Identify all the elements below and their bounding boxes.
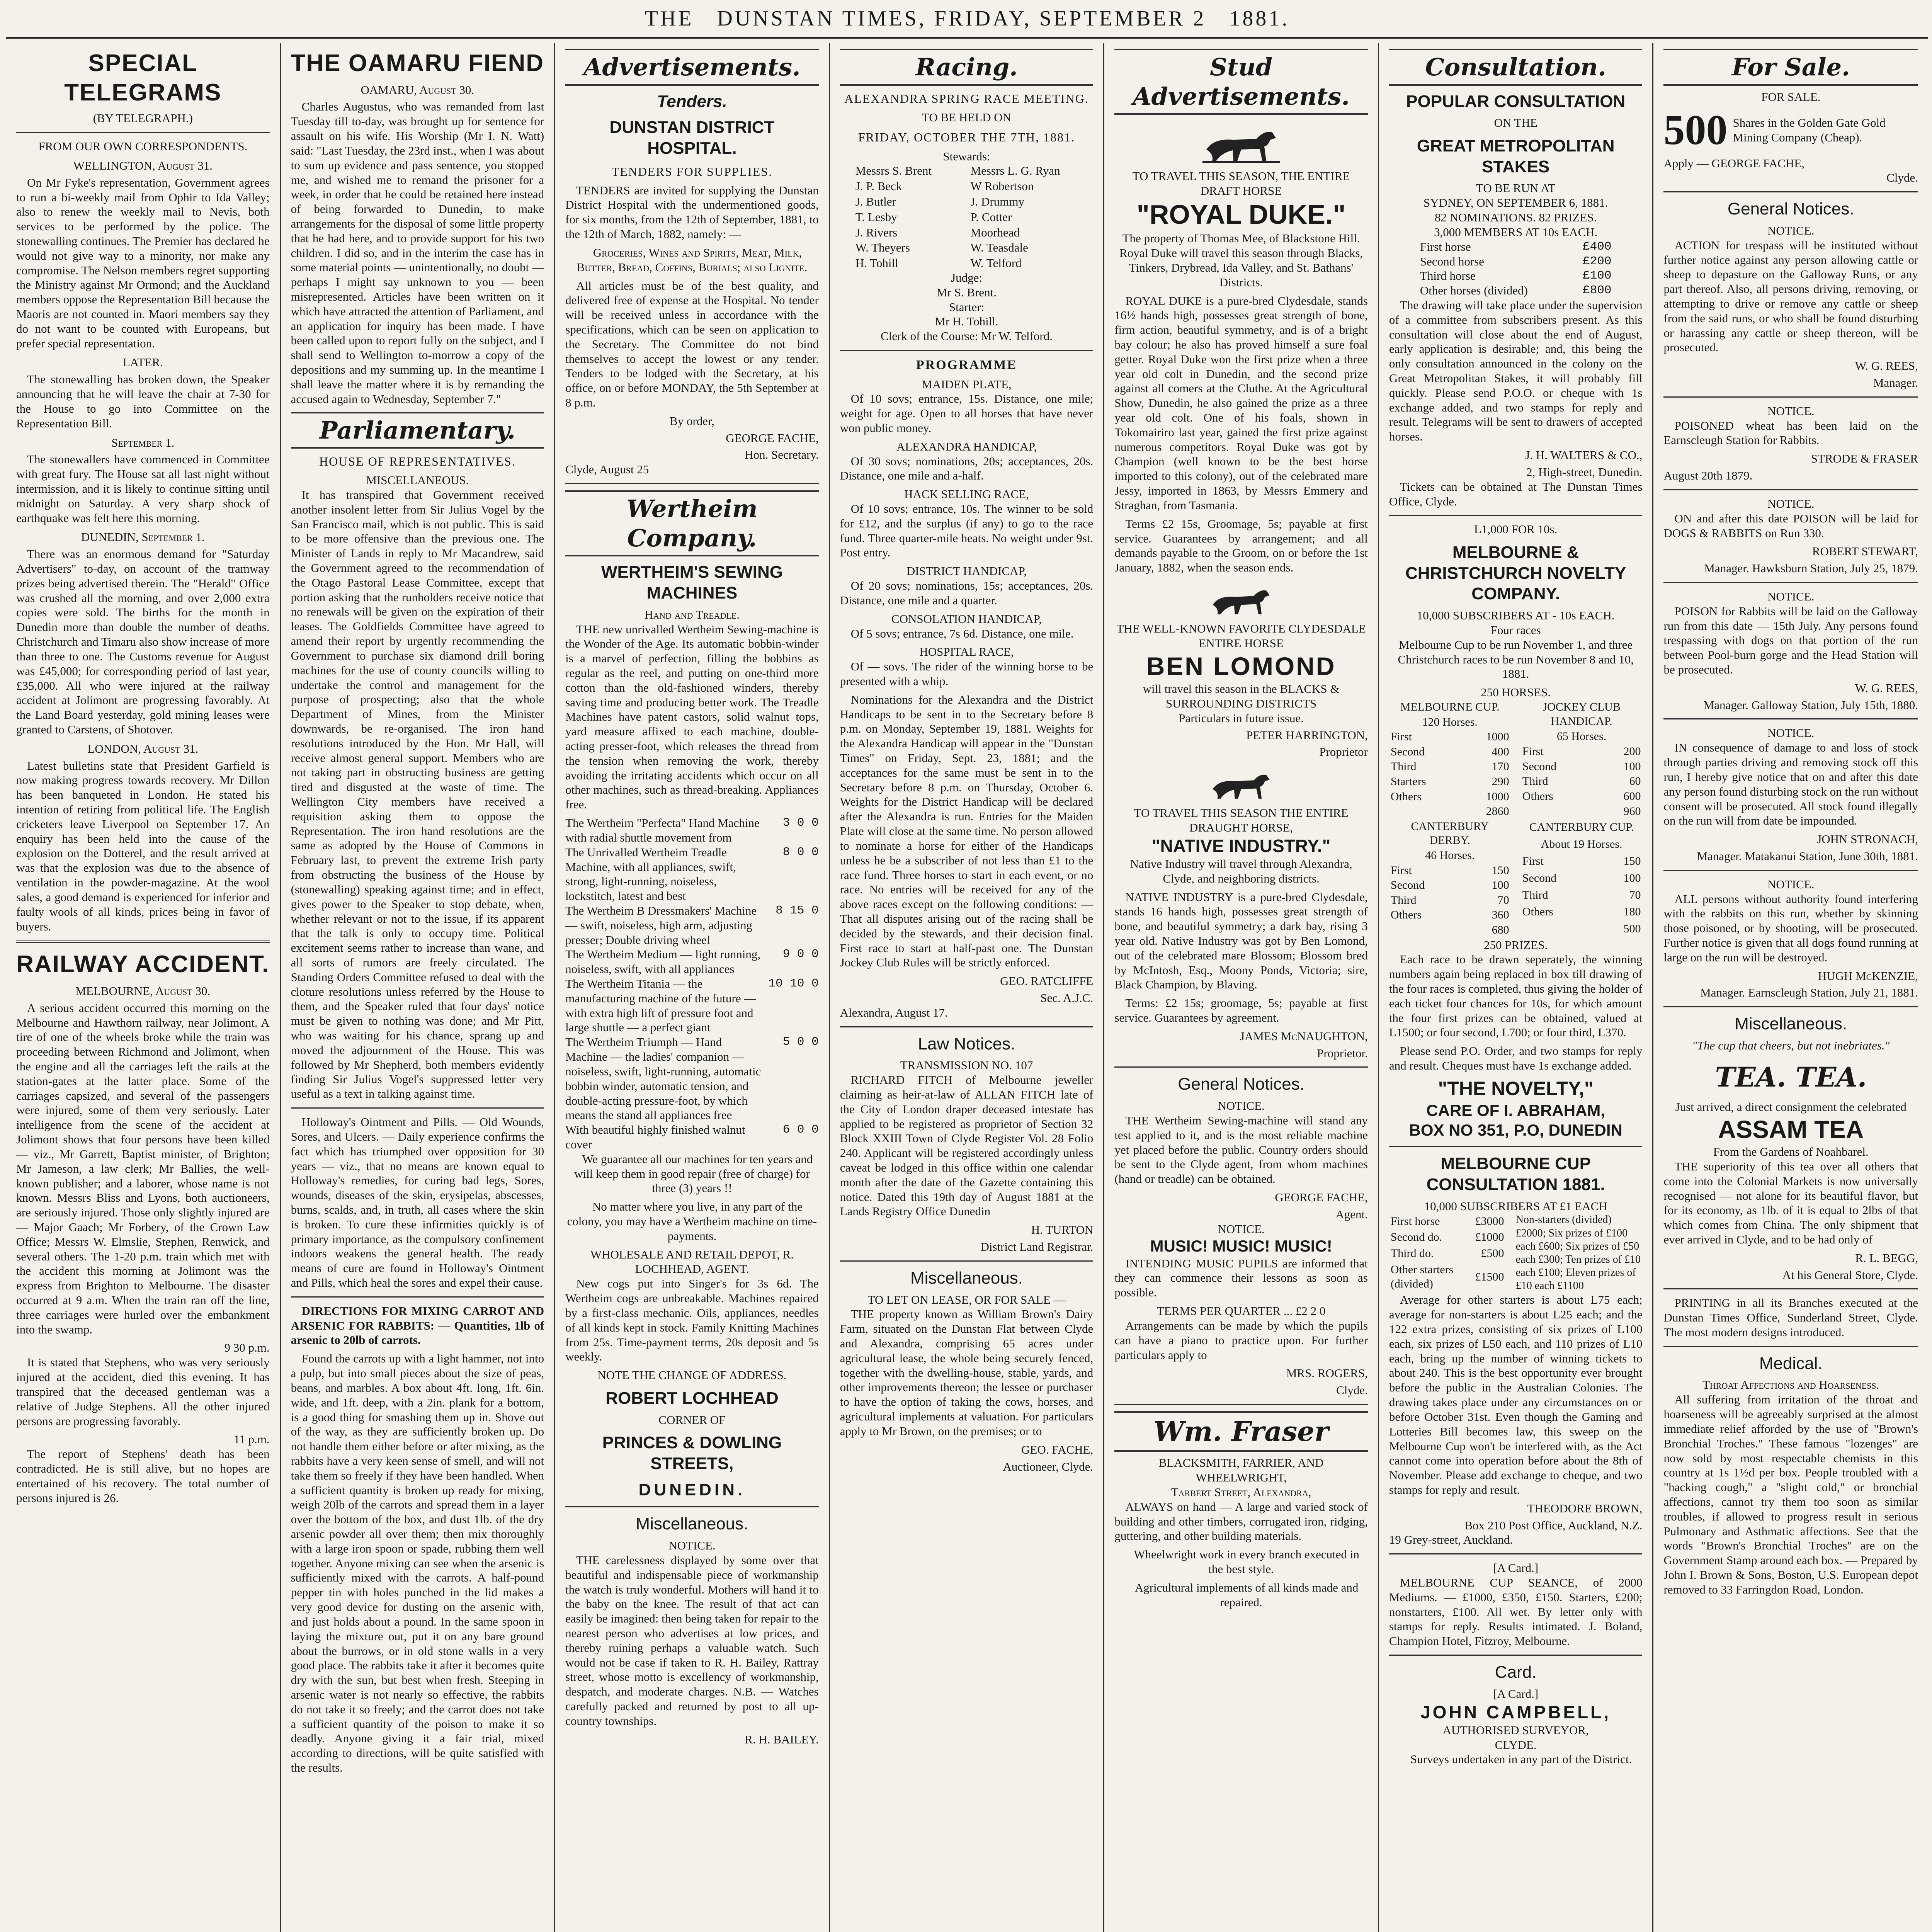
dateline: September 1. <box>111 435 175 449</box>
native-terms: Terms: £2 15s; groomage, 5s; payable at first service. Guarantees by agreement. <box>1114 996 1368 1025</box>
clerk: Clerk of the Course: Mr W. Telford. <box>881 329 1053 343</box>
native-industry: "NATIVE INDUSTRY." <box>1151 835 1331 856</box>
apply-place: Clyde. <box>1886 171 1918 185</box>
signature-role: Hon. Secretary. <box>745 448 819 462</box>
law-notices-heading: Law Notices. <box>918 1034 1015 1053</box>
time-stamp: 9 30 p.m. <box>224 1341 270 1355</box>
surveys-text: Surveys undertaken in any part of the District. <box>1410 1752 1632 1766</box>
shares-ad: 500 Shares in the Golden Gate Gold Mining Company (Cheap). <box>1663 106 1886 154</box>
signature-address: Box 210 Post Office, Auckland, N.Z. <box>1464 1518 1643 1532</box>
wertheim-text: THE new unrivalled Wertheim Sewing-machine is the Wonder of the Age. Its automatic bobbin-winder is a marvel of perfection, filling the bobbins as regular as the reel, and putting on one-third more cotton than the old-fashioned winders, thereby saving time and producing better work. The Treadle Machines have patent castors, solid walnut tops, yard measure affixed to each machine, double-acting presser-foot, which releases the thread from the tension when removing the work, thereby avoiding the irritating accidents which occur on all other machines, such as thread-breaking. Appliances free. <box>565 622 819 811</box>
wertheim-subtitle: Hand and Treadle. <box>644 607 740 621</box>
signature: J. H. WALTERS & CO., <box>1525 448 1643 462</box>
notice-text: ON and after this date POISON will be laid for DOGS & RABBITS on Run 330. <box>1663 511 1918 540</box>
correspondents: FROM OUR OWN CORRESPONDENTS. <box>38 139 248 153</box>
signature: PETER HARRINGTON, <box>1246 728 1368 742</box>
masthead <box>6 0 1928 39</box>
depot: WHOLESALE AND RETAIL DEPOT, R. LOCHHEAD, AGENT. <box>590 1247 794 1276</box>
stewards-list: Messrs S. Brent Messrs L. G. Ryan J. P. Beck W Robertson J. Butler J. Drummy T. Lesby P. Cotter J. Rivers Moorhead W. Theyers W. Teasdale H. Tohill W. Telford <box>855 164 1060 270</box>
nominations-text: Nominations for the Alexandra and the District Handicaps to be sent in to the Secretary before 8 p.m. on Monday, September 19, 1881. Weights for the Alexandra Handicap will appear in the "Dunstan Times" on Friday, Sept. 23, 1881; and the acceptances for the same must be sent in to the Secretary before 8 p.m. on Thursday, October 6. Weights for the District Handicap will be declared after the Alexandra is run. Entries for the Maiden Plate will close at the same time. No person allowed to nominate a horse for either of the Handicaps unless he be a subscriber of not less than £1 to the race fund. Three horses to start in each event, or no race. No entries will be received for any of the above races except on the following conditions: — That all disputes arising out of the racing shall be decided by the stewards, and their decision final. First race to start at half-past one. The Dunstan Jockey Club Rules will be strictly enforced. <box>840 692 1094 969</box>
race-text: Of 30 sovs; nominations, 20s; acceptances, 20s. Distance, one mile and a-half. <box>840 454 1094 483</box>
jockey-club-table: JOCKEY CLUB HANDICAP. 65 Horses. First 200 Second 100 Third 60 Others 600 960 <box>1522 701 1641 818</box>
fraser-text: ALWAYS on hand — A large and varied stock of building and other timbers, corrugated iron, ridging, guttering, and other building materials. <box>1114 1500 1368 1543</box>
race-text: Of 10 sovs; entrance, 10s. The winner to be sold for £12, and the surplus (if any) to go to the race fund. Three quarter-mile heats. No weight under 9st. Post entry. <box>840 502 1094 560</box>
printing-text: PRINTING in all its Branches executed at the Dunstan Times Office, Sunderland Street, Clyde. The most modern designs introduced. <box>1663 1296 1918 1339</box>
signature: H. TURTON <box>1031 1223 1094 1237</box>
signature-role: Manager. Earnscleugh Station, July 21, 1881. <box>1700 986 1918 1000</box>
each-race-text: Each race to be drawn seperately, the winning numbers again being replaced in box till drawing of the four races is completed, thus giving the holder of each ticket four chances for 10s, for which amount the four first prizes can be obtained, valued at L1500; or four second, L700; or four third, L370. <box>1389 952 1643 1039</box>
drawing-text: The drawing will take place under the supervision of a committee from subscribers present. As this consultation will close about the end of August, early application is desirable; and, this being the only consultation announced in the colony on the Great Metropolitan Stakes, it will probably fill quickly. Please send P.O.O. or cheque with 1s exchange added, and two stamps for reply and result. Telegrams will be sent to drawers of accepted horses. <box>1389 298 1643 444</box>
signature: R. H. BAILEY. <box>745 1732 819 1746</box>
signature-role: Manager. Hawksburn Station, July 25, 1879. <box>1704 561 1918 575</box>
starter: Mr H. Tohill. <box>935 315 998 328</box>
run-at: TO BE RUN AT <box>1476 181 1556 195</box>
judge-label: Judge: <box>951 271 982 284</box>
price-row: The Wertheim B Dressmakers' Machine — swift, noiseless, high arm, adjusting presser; Double driving wheel 8 15 0 <box>565 903 819 947</box>
byline: (BY TELEGRAPH.) <box>93 111 193 125</box>
well-known: THE WELL-KNOWN FAVORITE CLYDESDALE ENTIRE HORSE <box>1116 621 1366 650</box>
signature-date: Alexandra, August 17. <box>840 1005 948 1019</box>
general-notices-heading: General Notices. <box>1178 1075 1304 1094</box>
race-name: ALEXANDRA HANDICAP, <box>896 439 1037 453</box>
tea-heading: TEA. TEA. <box>1715 1061 1867 1093</box>
stakes-name: GREAT METROPOLITAN STAKES <box>1417 136 1615 176</box>
signature: THEODORE BROWN, <box>1527 1501 1643 1515</box>
hospital-heading: DUNSTAN DISTRICT HOSPITAL. <box>609 118 775 158</box>
streets: PRINCES & DOWLING STREETS, <box>602 1433 782 1473</box>
lochhead-name: ROBERT LOCHHEAD <box>605 1388 779 1408</box>
melbourne-consultation: MELBOURNE CUP CONSULTATION 1881. <box>1426 1154 1605 1194</box>
signature-role: Manager. <box>1873 376 1918 390</box>
signature-role: Proprietor <box>1319 745 1368 759</box>
misc-heading: Miscellaneous. <box>910 1268 1023 1287</box>
by-order: By order, <box>670 414 714 428</box>
column-1 <box>6 43 281 1932</box>
signature: R. L. BEGG, <box>1855 1251 1918 1265</box>
newspaper-page <box>6 43 1928 1932</box>
signature: ROBERT STEWART, <box>1812 544 1918 558</box>
notice-heading: NOTICE. <box>1767 589 1815 603</box>
care-of: CARE OF I. ABRAHAM, <box>1426 1101 1605 1119</box>
stud-heading: Stud Advertisements. <box>1114 49 1368 115</box>
assam-tea: ASSAM TEA <box>1718 1115 1864 1143</box>
seance-text: MELBOURNE CUP SEANCE, of 2000 Mediums. — £1000, £350, £150. Starters, £200; nonstarters, £100. All wet. By letter only with stamps for reply. Results intimated. J. Boland, Champion Hotel, Fitzroy, Melbourne. <box>1389 1576 1643 1648</box>
tender-text: TENDERS are invited for supplying the Dunstan District Hospital with the undermentioned goods, for six months, from the 12th of September, 1881, to the 12th of March, 1882, namely: — <box>565 183 819 241</box>
rabbit-directions-text: Found the carrots up with a light hammer, not into a pulp, but into small pieces about the size of peas, beans, and marbles. A box about 4ft. long, 1ft. 6in. wide, and 1ft. deep, with a 2in. plank for a bottom, is a good thing for smashing them up in. Shove out of the way, as they are sufficiently broken up. Do not handle them either before or after mixing, as the rabbits have a very keen sense of smell, and will not take them so freely if they have been handled. When a sufficient quantity is broken up ready for mixing, weigh 20lb of the carrots and spread them in a layer over the bottom of the box, and dust 1lb. of the dry arsenic powder all over them; then mix thoroughly with a large iron spoon or spade, rubbing them well together. Anyone mixing can see when the arsenic is sufficiently mixed with the carrots. A half-pound pepper tin with holes punched in the lid makes a very good device for dusting on the arsenic with, and just holds about a pound. In the same spoon in laying the mixture out, put it on any bare ground about the burrows, or in old stone walls in a very good place. The rabbits take it after it becomes quite dry with the sun, but best when fresh. Steeping in arsenic water is not nearly so effective, the rabbits do not take it so freely; and the carrot does not take a sufficient quantity of the poison to make it so deadly. Anyone giving it a fair trial, mixed according to directions, will be quite satisfied with the results. <box>291 1352 544 1775</box>
card-label: [A Card.] <box>1493 1561 1539 1575</box>
music-text: INTENDING MUSIC PUPILS are informed that they can commence their lessons as soon as possible. <box>1114 1256 1368 1299</box>
law-text: RICHARD FITCH of Melbourne jeweller claiming as heir-at-law of ALLAN FITCH late of the City of London draper deceased intestate has applied to be registered as proprietor of Section 32 Block XXIII Town of Clyde Register Vol. 28 Folio 240. Applicant will be registered accordingly unless caveat be lodged in this office within one calendar month after the date of the Gazette containing this notice. Dated this 19th day of August 1881 at the Lands Registry Office Dunedin <box>840 1073 1094 1218</box>
sydney-date: SYDNEY, ON SEPTEMBER 6, 1881. <box>1423 196 1608 210</box>
wertheim-heading: Wertheim Company. <box>565 490 819 556</box>
notice-heading: NOTICE. <box>1767 223 1815 237</box>
price-row: With beautiful highly finished walnut cover 6 0 0 <box>565 1123 819 1151</box>
general-notices-heading: General Notices. <box>1727 199 1854 219</box>
race-meeting-title: ALEXANDRA SPRING RACE MEETING. <box>844 91 1089 105</box>
notice-text: THE carelessness displayed by some over that beautiful and indispensable piece of workmanship the watch is truly wonderful. Mothers will hand it to the baby on the knee. The result of that act can easily be imagined: then being taken for repair to the nearest person who advertises at low prices, and thereby ruining perhaps a valuable watch. Such would not be case if taken to R. H. Bailey, Rattray street, whose motto is excellency of workmanship, despatch, and moderate charges. N.B. — Watches carefully packed and returned by post to all up-country townships. <box>565 1553 819 1728</box>
dunedin: DUNEDIN. <box>638 1480 746 1499</box>
race-name: MAIDEN PLATE, <box>922 377 1012 391</box>
telegram-text: The stonewallers have commenced in Committee with great fury. The House sat all last night without intermission, and it is likely to continue sitting until midnight on Saturday. A very sharp shock of earthquake was felt here this morning. <box>16 452 270 525</box>
signature-role: Proprietor. <box>1317 1046 1368 1060</box>
railway-text: A serious accident occurred this morning on the Melbourne and Hawthorn railway, near Jolimont. A tire of one of the wheels broke while the train was proceeding between Richmond and Jolimont, when the engine and all the carriages left the rails at the station-gates at the latter place. Some of the carriages capsized, and several of the passengers were injured, some of them very seriously. Later intelligence from the scene of the accident at Jolimont shows that four persons have been killed — viz., Mr Garrett, Baptist minister, of Brighton; Mr Jameson, a law clerk; Mr Ballies, the well-known publisher; and a laborer, whose name is not known. Messrs Bliss and Lyons, both auctioneers, are seriously injured. Those only slightly injured are — Major Gaach; Mr Forbery, of the Crown Law Office; Messrs W. Elmslie, Stephen, Renwick, and several others. The 1-20 p.m. train which met with the accident this morning at Jolimont was the express from Brighton to Melbourne. The disaster occurred at 9 a.m. When the train ran off the line, three carriages were hurled over the embankment into the swamp. <box>16 1001 270 1336</box>
column-2 <box>281 43 556 1932</box>
surveyor: AUTHORISED SURVEYOR, <box>1442 1723 1589 1737</box>
notice-heading: NOTICE. <box>1767 404 1815 418</box>
railway-text-late2: The report of Stephens' death has been contradicted. He is still alive, but no hopes are entertained of his recovery. The total number of persons injured is 26. <box>16 1447 270 1505</box>
signature-role: Agent. <box>1335 1207 1368 1221</box>
tender-text-2: All articles must be of the best quality, and delivered free of expense at the Hospital. No tender will be received unless in accordance with the specifications, which can be seen on application to the Secretary. The Committee do not bind themselves to accept the lowest or any tender. Tenders to be lodged with the Secretary, at his office, on or before MONDAY, the 5th September at 8 p.m. <box>565 279 819 410</box>
parliament-text: It has transpired that Government received another insolent letter from Sir Julius Vogel by the San Francisco mail, which is not public. This is said to be more offensive than the previous one. The Minister of Lands in reply to Mr Macandrew, said the Government agreed to the recommendation of the Otago Pastoral Lease Committee, except that portion asking that the runholders receive notice that no renewals will be given on the expiration of their leases. The Goldfields Committee have agreed to amend their report by urgently recommending the Government to purchase six diamond drill boring machines for the use of county councils willing to undertake the control and management for the purpose of prospecting; also that the whole Department of Mines, from the Minister downwards, be re-organised. The iron hand resolutions introduced by the Hon. Mr Hall, will receive almost general support. Members who are not taking part in obstructing business are getting tired and disgusted at the waste of time. The Wellington City members have received a requisition asking them to oppose the Representation. The iron hand resolutions are the same as adopted by the House of Commons in February last, to prevent the extreme Irish party from obstructing the business of the House by (stonewalling) speaking against time; and in effect, gives power to the Speaker to stop debate, when, whether relevant or not to the issue, if its apparent that the talk is only to occupy time. Political excitement seems rather to increase than wane, and all sorts of rumors are freely circulated. The Standing Orders Committee refused to deal with the cloture resolutions unless referred by the House to them, and the Speaker ruled that four days' notice must be given to nothing was done; and Mr Pitt, who was waiting for his chance, sprang up and moved the adjournment of the House. This was followed by Mr Shepherd, both members evidently finding Sir Julius Vogel's suppressed letter very useful as a text in talking against time. <box>291 488 544 1101</box>
grey-street: 19 Grey-street, Auckland. <box>1389 1533 1513 1547</box>
travel-2: TO TRAVEL THIS SEASON THE ENTIRE DRAUGHT HORSE, <box>1134 806 1349 834</box>
corner-of: CORNER OF <box>658 1413 726 1427</box>
four-races: Four races <box>1490 623 1541 637</box>
supplies-heading: TENDERS FOR SUPPLIES. <box>611 164 773 179</box>
on-the: ON THE <box>1494 116 1537 130</box>
nominations: 82 NOMINATIONS. 82 PRIZES. <box>1434 211 1597 224</box>
signature-role: August 20th 1879. <box>1663 469 1753 483</box>
price-row: The Wertheim "Perfecta" Hand Machine with radial shuttle movement from 3 0 0 <box>565 816 819 844</box>
column-6 <box>1379 43 1654 1932</box>
consult-subscribers: 10,000 SUBSCRIBERS AT £1 EACH <box>1424 1199 1607 1213</box>
tea-text: THE superiority of this tea over all others that come into the Colonial Markets is now universally recognised — not alone for its beautiful flavor, but for its economy, as 1lb. of it is equal to 2lbs of that which comes from China. The only shipment that ever arrived in Clyde, and to be had only of <box>1663 1159 1918 1246</box>
time-stamp: 11 p.m. <box>233 1432 270 1446</box>
throat-text: All suffering from irritation of the throat and hoarseness will be agreeably surprised at the almost immediate relief afforded by the use of "Brown's Bronchial Troches." These famous "lozenges" are now sold by most respectable chemists in this country at 1s 1½d per box. People troubled with a "hacking cough," a "slight cold," or bronchial affections, cannot try them too soon as similar troubles, if allowed to progress result in serious Pulmonary and Asthmatic affections. See that the words "Brown's Bronchial Troches" are on the Government Stamp around each box. — Prepared by John I. Brown & Sons, Boston, U.S. European depot removed to 33 Farringdon Road, London. <box>1663 1393 1918 1596</box>
race-tables <box>1389 700 1643 819</box>
price-list <box>565 816 819 1152</box>
fraser-text-3: Agricultural implements of all kinds made and repaired. <box>1134 1580 1359 1609</box>
ben-route: will travel this season in the BLACKS & SURROUNDING DISTRICTS <box>1143 682 1340 710</box>
misc-subheading: MISCELLANEOUS. <box>366 473 469 487</box>
telegram-text: Latest bulletins state that President Garfield is now making progress towards recovery. Mr Dillon has been banqueted in London. He stated his intention of retiring from political life. The English cricketers leave Liverpool on September 17. An enquiry has been held into the cause of the explosion on the Dotterel, and the result arrived at was that the explosion was due to the absence of ventilation in the powder-magazine. At the wool sales, a good demand is experienced for inferior and faulty wools of all kinds, prices being in favor of buyers. <box>16 759 270 933</box>
native-text: NATIVE INDUSTRY is a pure-bred Clydesdale, stands 16 hands high, possesses great strength of bone, and beautiful symmetry; a dark bay, rising 3 year old. Native Industry was got by Ben Lomond, out of the celebrated mare Blossom; Blossom bred by McIntosh, Esq., Moony Ponds, Victoria; sire, Black Champion, by Blaving. <box>1114 890 1368 992</box>
signature: JOHN STRONACH, <box>1817 832 1918 846</box>
canterbury-cup-table: CANTERBURY CUP. About 19 Horses. First 150 Second 100 Third 70 Others 180 500 <box>1522 821 1641 935</box>
starter-label: Starter: <box>949 300 985 314</box>
prizes-250: 250 PRIZES. <box>1484 938 1548 952</box>
race-tables-2 <box>1389 819 1643 938</box>
notice-text: POISON for Rabbits will be laid on the Galloway run from this date — 15th July. Any persons found trespassing with dogs on that portion of the run between Pool-burn gorge and the Head Station will be prosecuted. <box>1663 604 1918 677</box>
masthead-year: 1881. <box>1229 6 1290 31</box>
horse-icon <box>1114 122 1368 165</box>
race-name: HOSPITAL RACE, <box>919 645 1014 659</box>
programme-heading: PROGRAMME <box>916 358 1017 372</box>
notice-text: THE Wertheim Sewing-machine will stand any test applied to it, and is the most reliable machine yet placed before the public. Country orders should be sent to the Clyde agent, from whom machines (hand or treadle) can be obtained. <box>1114 1113 1368 1186</box>
notice-heading: NOTICE. <box>1767 877 1815 891</box>
please-text: Please send P.O. Order, and two stamps for reply and result. Cheques must have 1s exchange added. <box>1389 1044 1643 1073</box>
judge: Mr S. Brent. <box>937 285 997 299</box>
column-7 <box>1653 43 1928 1932</box>
transmission: TRANSMISSION NO. 107 <box>900 1058 1033 1072</box>
cup-text: Melbourne Cup to be run November 1, and three Christchurch races to be run November 8 and 10, 1881. <box>1398 638 1634 681</box>
race-name: HACK SELLING RACE, <box>904 487 1029 501</box>
campbell-name: JOHN CAMPBELL, <box>1420 1702 1611 1722</box>
medical-heading: Medical. <box>1759 1354 1823 1373</box>
fraser-trade: BLACKSMITH, FARRIER, AND WHEELWRIGHT, <box>1158 1456 1324 1485</box>
telegram-text: There was an enormous demand for "Saturday Advertisers" to-day, on account of the tramway prizes being advertised therein. The "Herald" Office was crushed all the morning, and over 2,000 extra copies were sold. The births for the month in Dunedin more than double the number of deaths. Christchurch and Timaru also show increase of more than three to one. The Customs revenue for August was £45,000; for corresponding period of last year, £35,000. All who were injured at the railway accident at Jolimont are progressing favorably. At the Land Board yesterday, gold mining leases were granted to Carstens, of Shotover. <box>16 547 270 736</box>
parliamentary-heading: Parliamentary. <box>291 412 544 449</box>
begg-store: At his General Store, Clyde. <box>1782 1268 1918 1282</box>
consult-prizes: First horse £3000 Second do. £1000 Third do. £500 Other starters (divided) £1500 Non-starters (divided) £2000; Six prizes of £100 each £600; Six prizes of £50 each £300; Ten prizes of £10 each £100; Eleven prizes of £10 each £1100 <box>1390 1214 1641 1292</box>
signature-role: Auctioneer, Clyde. <box>1003 1459 1094 1473</box>
race-text: Of 5 sovs; entrance, 7s 6d. Distance, one mile. <box>850 626 1074 640</box>
stewards-label: Stewards: <box>943 149 990 163</box>
ben-lomond: BEN LOMOND <box>1146 651 1336 680</box>
clyde: CLYDE. <box>1495 1738 1537 1752</box>
signature-place: Clyde. <box>1336 1383 1368 1397</box>
tickets: Tickets can be obtained at The Dunstan Times Office, Clyde. <box>1389 480 1643 508</box>
racing-heading: Racing. <box>840 49 1094 86</box>
throat-title: Throat Affections and Hoarseness. <box>1702 1378 1879 1392</box>
column-5 <box>1104 43 1379 1932</box>
race-text: Of — sovs. The rider of the winning horse to be presented with a whip. <box>840 660 1094 688</box>
travel-1: TO TRAVEL THIS SEASON, THE ENTIRE DRAFT HORSE <box>1132 169 1350 198</box>
price-row: The Wertheim Medium — light running, noiseless, swift, with all appliances 9 0 0 <box>565 947 819 976</box>
wertheim-title: WERTHEIM'S SEWING MACHINES <box>601 563 783 603</box>
canterbury-derby-table: CANTERBURY DERBY. 46 Horses. First 150 Second 100 Third 70 Others 360 680 <box>1390 820 1509 936</box>
horse-icon <box>1114 583 1368 617</box>
price-row: The Wertheim Titania — the manufacturing machine of the future — with extra high lift of pressure foot and large shuttle — a perfect giant 10 10 0 <box>565 977 819 1034</box>
notice-heading: NOTICE. <box>1767 726 1815 740</box>
signature: GEO. FACHE, <box>1021 1442 1094 1456</box>
the-novelty: "THE NOVELTY," <box>1438 1077 1594 1099</box>
signature-address: 2, High-street, Dunedin. <box>1526 465 1643 479</box>
race-name: CONSOLATION HANDICAP, <box>891 612 1042 626</box>
novelty-company: MELBOURNE & CHRISTCHURCH NOVELTY COMPANY. <box>1405 543 1626 604</box>
royal-terms: Terms £2 15s, Groomage, 5s; payable at first service. Guarantees by arrangement; and all demands payable to the Groom, on or before the 1st January, 1882, when the season ends. <box>1114 517 1368 575</box>
popular-consultation: POPULAR CONSULTATION <box>1406 92 1626 111</box>
signature: W. G. REES, <box>1855 681 1918 695</box>
misc-heading: Miscellaneous. <box>1735 1014 1847 1034</box>
horse-icon <box>1114 767 1368 802</box>
notice-heading: NOTICE. <box>1218 1222 1265 1236</box>
signature: GEO. RATCLIFFE <box>1000 974 1094 988</box>
members: 3,000 MEMBERS AT 10s EACH. <box>1434 225 1598 239</box>
column-4 <box>830 43 1105 1932</box>
signature: STRODE & FRASER <box>1811 452 1918 466</box>
signature-date: Clyde, August 25 <box>565 463 649 476</box>
signature: JAMES McNAUGHTON, <box>1240 1029 1368 1043</box>
oamaru-fiend-heading: THE OAMARU FIEND <box>291 50 544 77</box>
fraser-text-2: Wheelwright work in every branch executed in the best style. <box>1134 1548 1359 1576</box>
dateline: WELLINGTON, August 31. <box>73 158 213 172</box>
subscribers: 10,000 SUBSCRIBERS AT - 10s EACH. <box>1417 609 1615 622</box>
notice-text: ALL persons without authority found interfering with the rabbits on this run, whether by skinning those poisoned, or by shooting, will be prosecuted. Further notice is given that all dogs found running at large on the run will be destroyed. <box>1663 892 1918 964</box>
thousand: L1,000 FOR 10s. <box>1474 522 1558 536</box>
tenders-heading: Tenders. <box>657 92 727 111</box>
dateline: LONDON, August 31. <box>87 742 199 755</box>
column-3 <box>555 43 830 1932</box>
fraser-name: Wm. Fraser <box>1114 1411 1368 1452</box>
signature: GEORGE FACHE, <box>1275 1190 1368 1204</box>
music-text-2: Arrangements can be made by which the pupils can have a piano to practice upon. For further particulars apply to <box>1114 1318 1368 1362</box>
lease-text: THE property known as William Brown's Dairy Farm, situated on the Dunstan Flat between Clyde and Alexandra, comprising 65 acres under agricultural lease, the whole being securely fenced, together with the dwelling-house, stable, yards, and other improvements thereon; the lessee or purchaser to have the option of taking the cows, horses, and agricultural implements at valuation. For particulars apply to Mr Brown, on the premises; or to <box>840 1307 1094 1438</box>
signature-role: District Land Registrar. <box>980 1240 1094 1254</box>
telegram-text: The stonewalling has broken down, the Speaker announcing that he will leave the chair at 7-30 for the House to go into Committee on the Representation Bill. <box>16 372 270 430</box>
telegram-text: On Mr Fyke's representation, Government agrees to run a bi-weekly mail from Ophir to Ida Valley; also to renew the weekly mail to Nevis, both services to be performed by the police. The stonewalling continues. The Premier has declared he would not give way to a minority, nor make any compromise. The Nelson members regret supporting the Ministry against Mr Ormond; and the Auckland members oppose the Representation Bill because the Maoris are not counted in. Maori members say they do not want to be counted with Europeans, but prefer special representation. <box>16 175 270 350</box>
consultation-heading: Consultation. <box>1389 49 1643 86</box>
tea-arrived: Just arrived, a direct consignment the celebrated <box>1675 1100 1906 1114</box>
signature: HUGH McKENZIE, <box>1818 969 1918 983</box>
cogs-text: New cogs put into Singer's for 3s 6d. The Wertheim cogs are unbreakable. Machines repaired by a first-class mechanic. Oils, appliances, needles of all kinds kept in stock. Family Knitting Machines from 25s. Time-payment terms, 20s deposit and 5s weekly. <box>565 1277 819 1364</box>
gardens: From the Gardens of Noahbarel. <box>1713 1145 1869 1159</box>
advertisements-heading: Advertisements. <box>565 49 819 86</box>
for-sale-heading: For Sale. <box>1663 49 1918 86</box>
notice-heading: NOTICE. <box>1218 1099 1265 1113</box>
for-sale: FOR SALE. <box>1761 90 1821 104</box>
native-route: Native Industry will travel through Alexandra, Clyde, and neighboring districts. <box>1130 857 1352 885</box>
oamaru-text: Charles Augustus, who was remanded from last Tuesday till to-day, was brought up for sentence for assault on his wife. His Worship (Mr I. N. Watt) said: "Last Tuesday, the 23rd inst., when I was about to sum up evidence and pass sentence, you stopped me, and wished me to remand the prisoner for a week, in order that he could be retained here instead of being forwarded to Dunedin, to make arrangements for the disposal of some little property that he had here, and to provide support for his two children. I did so, and in the interim the case has in some material points — unintentionally, no doubt — perhaps I might say unknown to you — been misrepresented. Articles have been written on it which have attracted the attention of Parliament, and an application for inquiry has been made. I have been called upon to report fully on the subject, and I shall send to Wellington to-morrow a copy of the depositions and my summing up. In the meantime I shall leave the matter where it is by remanding the accused again to Wednesday, September 7." <box>291 100 544 406</box>
card-heading: Card. <box>1495 1663 1537 1682</box>
signature: W. G. REES, <box>1855 359 1918 373</box>
house-heading: HOUSE OF REPRESENTATIVES. <box>319 454 516 469</box>
no-matter: No matter where you live, in any part of the colony, you may have a Wertheim machine on time-payments. <box>567 1200 817 1243</box>
cups-quote: "The cup that cheers, but not inebriates." <box>1692 1038 1890 1052</box>
change-address: NOTE THE CHANGE OF ADDRESS. <box>597 1368 787 1382</box>
dateline: LATER. <box>122 355 163 369</box>
race-date: FRIDAY, OCTOBER THE 7TH, 1881. <box>858 130 1075 145</box>
price-row: The Wertheim Triumph — Hand Machine — the ladies' companion — noiseless, swift, light-running, automatic bobbin winder, automatic tension, and double-acting pressure-foot, by which means the stand all appliances free 5 0 0 <box>565 1035 819 1122</box>
music-heading: MUSIC! MUSIC! MUSIC! <box>1150 1237 1332 1255</box>
royal-text: ROYAL DUKE is a pure-bred Clydesdale, stands 16½ hands high, possesses great strength of bone, firm action, beautiful symmetry, and is of a bright bay colour; he also has proved himself a sure foal getter. Royal Duke won the first prize when a three year old colt in Dunedin, and the second prize against all comers at the Cluthe. At the Agricultural Show, Dunedin, he also gained the prize as a three year old colt. One of his foals, shown in Tokomairiro last year, gained the first prize against numerous competitors. Royal Duke was got by Champion (well known to be the best horse imported to this colony), out of the celebrated mare Jessy, imported in 1863, by Messrs Emmery and Straghan, from Tasmania. <box>1114 294 1368 512</box>
rabbit-directions-title: DIRECTIONS FOR MIXING CARROT AND ARSENIC FOR RABBITS: — Quantities, 1lb of arsenic to 20lb of carrots. <box>291 1304 544 1347</box>
prize-list: First horse £400 Second horse £200 Third horse £100 Other horses (divided) £800 <box>1420 240 1612 298</box>
misc-heading: Miscellaneous. <box>636 1514 748 1534</box>
dateline: MELBOURNE, August 30. <box>75 984 211 998</box>
guarantee: We guarantee all our machines for ten years and will keep them in good repair (free of charge) for three (3) years !! <box>574 1152 813 1195</box>
notice-text: POISONED wheat has been laid on the Earnscleugh Station for Rabbits. <box>1663 418 1918 447</box>
railway-accident-heading: RAILWAY ACCIDENT. <box>16 951 270 978</box>
masthead-title: DUNSTAN TIMES, FRIDAY, SEPTEMBER 2 <box>717 6 1206 31</box>
ben-particulars: Particulars in future issue. <box>1179 711 1304 725</box>
card-label: [A Card.] <box>1493 1687 1539 1701</box>
signature: GEORGE FACHE, <box>726 431 819 445</box>
signature-role: Manager. Galloway Station, July 15th, 1880. <box>1703 698 1918 712</box>
royal-route: Royal Duke will travel this season through Blacks, Tinkers, Drybread, Ida Valley, and St. Bathans' Districts. <box>1119 246 1363 289</box>
royal-duke: "ROYAL DUKE." <box>1136 199 1346 230</box>
signature-role: Manager. Matakanui Station, June 30th, 1881. <box>1697 849 1918 863</box>
music-terms: TERMS PER QUARTER ... £2 2 0 <box>1156 1304 1326 1318</box>
notice-text: IN consequence of damage to and loss of stock through parties driving and removing stock off this run, I hereby give notice that on and after this date any person found disturbing stock on the run without consent will be prosecuted. All stock found illegally on the run will from date be impounded. <box>1663 741 1918 828</box>
signature: MRS. ROGERS, <box>1286 1366 1368 1380</box>
horses-250: 250 HORSES. <box>1481 685 1551 699</box>
signature-role: Sec. A.J.C. <box>1040 991 1094 1005</box>
po-box: BOX NO 351, P.O, DUNEDIN <box>1409 1121 1622 1139</box>
fraser-address: Tarbert Street, Alexandra, <box>1171 1485 1311 1499</box>
notice-heading: NOTICE. <box>668 1539 716 1553</box>
notice-text: ACTION for trespass will be instituted without further notice against any person allowing cattle or sheep to depasture on the Galloway Runs, or any part thereof. Also, all persons driving, removing, or attempting to drive or remove any cattle or sheep from the said runs, or who shall be found disturbing or harassing any cattle or sheep thereon, will be prosecuted. <box>1663 238 1918 354</box>
goods-list: Groceries, Wines and Spirits, Meat, Milk, Butter, Bread, Coffins, Burials; also Lignite. <box>577 245 808 274</box>
held-on: TO BE HELD ON <box>922 110 1012 124</box>
dateline: OAMARU, August 30. <box>361 83 474 97</box>
price-row: The Unrivalled Wertheim Treadle Machine, with all appliances, swift, strong, light-running, noiseless, lockstitch, latest and best 8 0 0 <box>565 845 819 903</box>
notice-heading: NOTICE. <box>1767 497 1815 510</box>
royal-owner: The property of Thomas Mee, of Blackstone Hill. <box>1122 231 1360 245</box>
railway-text-late: It is stated that Stephens, who was very seriously injured at the accident, died this evening. It has transpired that the deceased gentleman was a relative of Judge Stephens. All the other injured persons are progressing favorably. <box>16 1355 270 1428</box>
average-text: Average for other starters is about L75 each; average for non-starters is about L25 each; and the 122 extra prizes, consisting of six prizes of L100 each, six prizes of L50 each, and 110 prizes of L10 each, bring up the number of winning tickets to about 240. This is the best opportunity ever brought before the public in the Australian Colonies. The drawing takes place under any circumstances on or before October 31st. Even though the Gaming and Lotteries Bill becomes law, this sweep on the Melbourne Cup won't be interfered with, as the Act cannot come into operation before about the 8th of November. Please add exchange to cheque, and two stamps for reply and result. <box>1389 1293 1643 1497</box>
melbourne-cup-table: MELBOURNE CUP. 120 Horses. First 1000 Second 400 Third 170 Starters 290 Others 1000 2860 <box>1390 701 1509 818</box>
special-telegrams-heading: SPECIAL TELEGRAMS <box>64 50 222 106</box>
dateline: DUNEDIN, September 1. <box>81 530 205 544</box>
race-name: DISTRICT HANDICAP, <box>906 564 1027 578</box>
race-text: Of 20 sovs; nominations, 15s; acceptances, 20s. Distance, one mile and a quarter. <box>840 579 1094 607</box>
race-text: Of 10 sovs; entrance, 15s. Distance, one mile; weight for age. Open to all horses that have never won public money. <box>840 392 1094 435</box>
holloway-text: Holloway's Ointment and Pills. — Old Wounds, Sores, and Ulcers. — Daily experience confirms the fact which has triumphed over opposition for 30 years — viz., that no means are known equal to Holloway's remedies, for curing bad legs, Sores, wounds, diseases of the skin, erysipelas, abscesses, burns, scalds, and, in truth, all cases where the skin is broken. To cure these infirmities quickly is of primary importance, as the compulsory confinement indoors weakens the general health. The ready means of cure are found in Holloway's Ointment and Pills, which heal the sores and expel their cause. <box>291 1115 544 1290</box>
lease-title: TO LET ON LEASE, OR FOR SALE — <box>867 1293 1066 1306</box>
apply: Apply — GEORGE FACHE, <box>1663 156 1805 170</box>
masthead-left: THE <box>645 6 694 31</box>
